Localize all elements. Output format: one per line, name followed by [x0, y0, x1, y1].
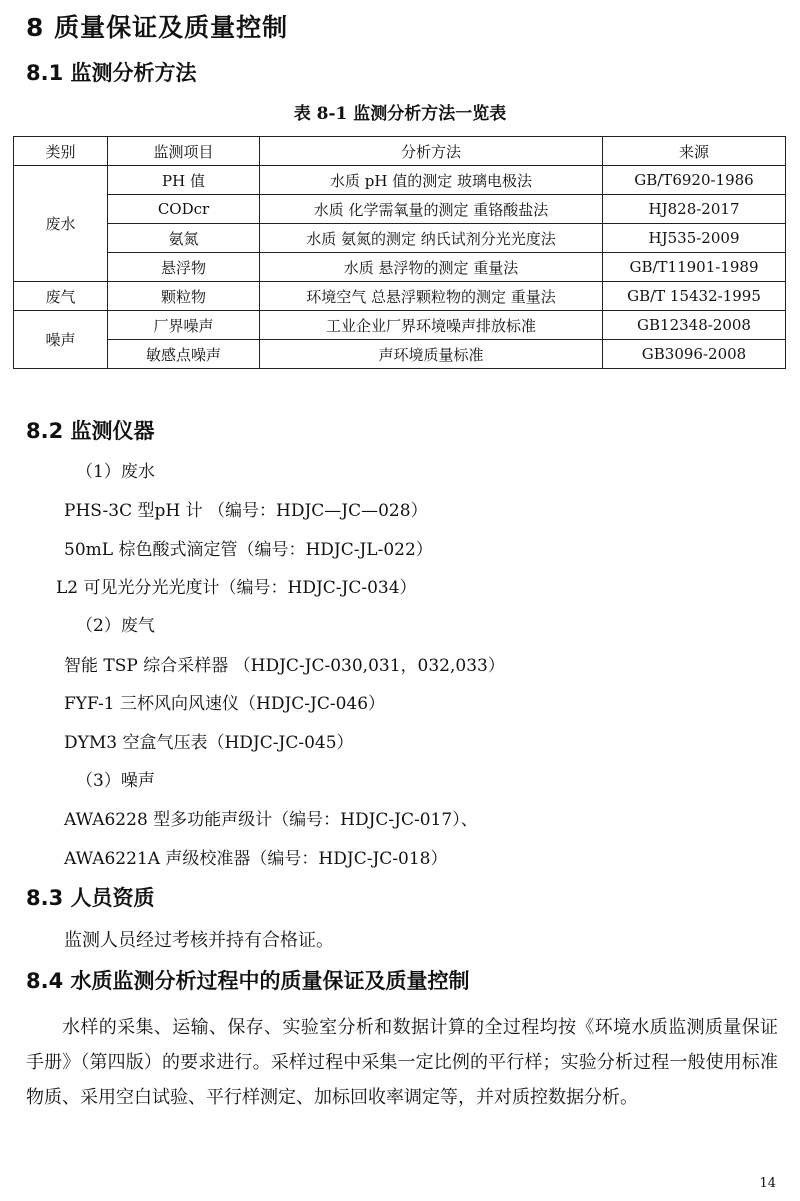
method-cell: 声环境质量标准	[260, 340, 603, 369]
instrument-line: AWA6221A 声级校准器（编号：HDJC-JC-018）	[64, 849, 448, 869]
qc-paragraph: 水样的采集、运输、保存、实验室分析和数据计算的全过程均按《环境水质监测质量保证手册》（第四版）的要求进行。采样过程中采集一定比例的平行样；实验分析过程一般使用标准物质、采用空白试验、平行样测定、加标回收率调定等，并对质控数据分析。	[26, 1017, 778, 1108]
header-category: 类别	[14, 137, 108, 166]
instrument-line: DYM3 空盒气压表（HDJC-JC-045）	[64, 733, 354, 753]
category-cell: 噪声	[14, 311, 108, 369]
header-method: 分析方法	[260, 137, 603, 166]
table-caption: 表 8-1 监测分析方法一览表	[293, 104, 507, 124]
item-cell: PH 值	[108, 166, 260, 195]
table-row	[14, 195, 786, 224]
source-cell: GB/T11901-1989	[603, 253, 786, 282]
item-cell: 氨氮	[108, 224, 260, 253]
header-source: 来源	[603, 137, 786, 166]
category-cell: 废水	[14, 166, 108, 282]
section-8-3-heading: 8.3 人员资质	[26, 886, 155, 910]
method-cell: 水质 化学需氧量的测定 重铬酸盐法	[260, 195, 603, 224]
method-cell: 工业企业厂界环境噪声排放标准	[260, 311, 603, 340]
section-8-1-heading: 8.1 监测分析方法	[26, 61, 197, 85]
table-row	[14, 311, 786, 340]
method-cell: 环境空气 总悬浮颗粒物的测定 重量法	[260, 282, 603, 311]
source-cell: HJ535-2009	[603, 224, 786, 253]
wastewater-label: （1）废水	[76, 462, 155, 482]
chapter-title: 8 质量保证及质量控制	[26, 13, 289, 42]
category-cell: 废气	[14, 282, 108, 311]
instrument-line: AWA6228 型多功能声级计（编号：HDJC-JC-017）、	[64, 810, 478, 830]
table-header-row	[14, 137, 786, 166]
item-cell: CODcr	[108, 195, 260, 224]
personnel-text: 监测人员经过考核并持有合格证。	[64, 930, 334, 951]
noise-label: （3）噪声	[76, 771, 155, 791]
method-cell: 水质 悬浮物的测定 重量法	[260, 253, 603, 282]
gas-label: （2）废气	[76, 616, 155, 636]
source-cell: GB/T6920-1986	[603, 166, 786, 195]
item-cell: 敏感点噪声	[108, 340, 260, 369]
instrument-line: 智能 TSP 综合采样器 （HDJC-JC-030,031，032,033）	[64, 656, 505, 676]
instrument-line: L2 可见光分光光度计（编号：HDJC-JC-034）	[56, 578, 417, 598]
header-item: 监测项目	[108, 137, 260, 166]
item-cell: 厂界噪声	[108, 311, 260, 340]
instrument-line: FYF-1 三杯风向风速仪（HDJC-JC-046）	[64, 694, 386, 714]
table-row	[14, 282, 786, 311]
page-number: 14	[759, 1176, 776, 1191]
section-8-4-heading: 8.4 水质监测分析过程中的质量保证及质量控制	[26, 969, 470, 993]
item-cell: 颗粒物	[108, 282, 260, 311]
methods-table	[13, 136, 786, 369]
method-cell: 水质 pH 值的测定 玻璃电极法	[260, 166, 603, 195]
item-cell: 悬浮物	[108, 253, 260, 282]
source-cell: GB/T 15432-1995	[603, 282, 786, 311]
section-8-2-heading: 8.2 监测仪器	[26, 419, 155, 443]
instrument-line: 50mL 棕色酸式滴定管（编号：HDJC-JL-022）	[64, 540, 433, 560]
source-cell: GB12348-2008	[603, 311, 786, 340]
table-row	[14, 224, 786, 253]
table-row	[14, 340, 786, 369]
table-row	[14, 166, 786, 195]
method-cell: 水质 氨氮的测定 纳氏试剂分光光度法	[260, 224, 603, 253]
source-cell: HJ828-2017	[603, 195, 786, 224]
table-row	[14, 253, 786, 282]
instrument-line: PHS-3C 型pH 计 （编号：HDJC—JC—028）	[64, 501, 428, 521]
source-cell: GB3096-2008	[603, 340, 786, 369]
